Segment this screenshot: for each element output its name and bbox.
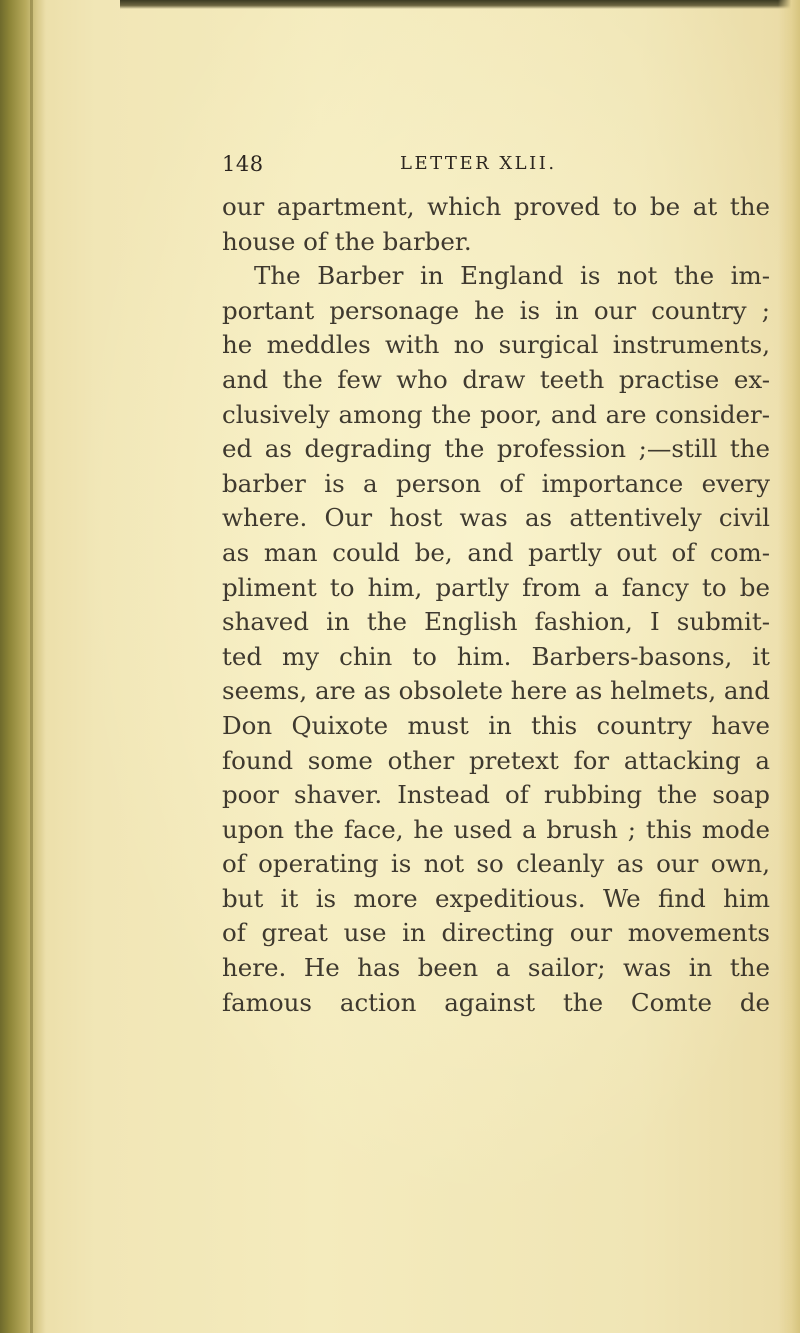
body-text xyxy=(222,190,770,1020)
text-line: but it is more expeditious. We find him xyxy=(222,883,770,913)
binding-shadow xyxy=(30,0,33,1333)
text-line: clusively among the poor, and are consider- xyxy=(222,399,770,429)
text-line: house of the barber. xyxy=(222,226,472,256)
text-line: pliment to him, partly from a fancy to be xyxy=(222,572,770,602)
text-line: ed as degrading the profession ;—still the xyxy=(222,434,770,464)
text-line: found some other pretext for attacking a xyxy=(222,745,770,775)
text-line: and the few who draw teeth practise ex- xyxy=(222,364,770,394)
page-number: 148 xyxy=(222,152,264,176)
text-line: here. He has been a sailor; was in the xyxy=(222,953,770,983)
page-gutter xyxy=(0,0,46,1333)
text-line: The Barber in England is not the im- xyxy=(254,261,770,291)
text-line: shaved in the English fashion, I submit- xyxy=(222,607,770,637)
text-line: where. Our host was as attentively civil xyxy=(222,503,770,533)
text-line: upon the face, he used a brush ; this mode xyxy=(222,814,770,844)
text-line: famous action against the Comte de xyxy=(222,987,770,1017)
text-line: as man could be, and partly out of com- xyxy=(222,537,770,567)
running-head: LETTER XLII. xyxy=(400,153,557,174)
text-line: he meddles with no surgical instruments, xyxy=(222,330,770,360)
page-header xyxy=(222,152,742,182)
text-line: Don Quixote must in this country have xyxy=(222,710,770,740)
text-line: barber is a person of importance every xyxy=(222,468,770,498)
text-line: ted my chin to him. Barbers-basons, it xyxy=(222,641,770,671)
text-line: our apartment, which proved to be at the xyxy=(222,192,770,221)
text-line: poor shaver. Instead of rubbing the soap xyxy=(222,780,770,810)
text-line: portant personage he is in our country ; xyxy=(222,295,770,325)
page-right-edge xyxy=(778,0,800,1333)
page-top-edge xyxy=(120,0,800,9)
text-line: of great use in directing our movements xyxy=(222,918,770,948)
text-line: seems, are as obsolete here as helmets, and xyxy=(222,676,770,706)
text-line: of operating is not so cleanly as our own, xyxy=(222,849,770,879)
